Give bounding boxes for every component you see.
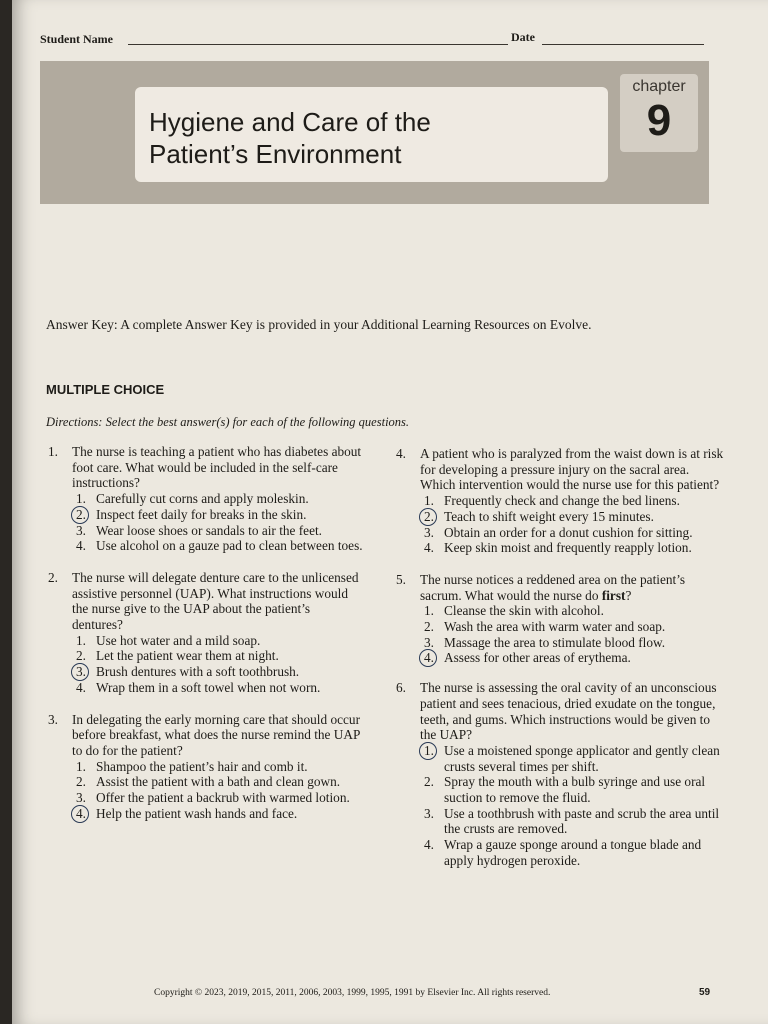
answer-option-circled [48, 664, 364, 680]
answer-options [396, 743, 724, 869]
chapter-title-line-2: Patient’s Environment [149, 139, 402, 169]
chapter-number: 9 [646, 96, 672, 145]
option-text: Wash the area with warm water and soap. [444, 619, 666, 635]
option-text: Wrap a gauze sponge around a tongue blade and apply hydrogen peroxide. [444, 837, 702, 868]
answer-options [48, 491, 364, 554]
question-number: 3. [48, 711, 58, 727]
answer-option-circled [396, 509, 724, 525]
answer-option-circled [48, 507, 364, 523]
date-line [542, 44, 704, 45]
answer-option [396, 635, 724, 651]
question-6 [396, 680, 724, 868]
option-text: Use a toothbrush with paste and scrub the area until the crusts are removed. [444, 805, 720, 837]
option-number: 3. [76, 790, 86, 806]
answer-option [48, 538, 364, 554]
answer-key-note: Answer Key: A complete Answer Key is provided in your Additional Learning Resources on Evolve. [46, 317, 592, 332]
option-text: Keep skin moist and frequently reapply lotion. [444, 540, 692, 556]
question-text [420, 572, 724, 603]
question-text: The nurse is assessing the oral cavity of an unconscious patient and sees tenacious, dried exudate on the tongue, teeth, and gums. Which instructions would be given to the UAP? [420, 680, 717, 743]
question-number: 2. [48, 569, 58, 585]
directions: Directions: Select the best answer(s) for each of the following questions. [46, 415, 410, 429]
option-number: 3. [424, 805, 434, 821]
answer-option [48, 759, 364, 775]
option-number: 4. [76, 538, 86, 554]
option-text: Teach to shift weight every 15 minutes. [444, 508, 654, 524]
student-name-label: Student Name [40, 32, 114, 46]
right-column [396, 446, 724, 869]
option-text: Cleanse the skin with alcohol. [444, 603, 604, 619]
option-text: Wrap them in a soft towel when not worn. [96, 679, 321, 695]
option-number: 2. [424, 508, 434, 524]
answer-option [396, 619, 724, 635]
option-number: 2. [424, 774, 434, 790]
option-number: 4. [424, 650, 434, 666]
option-text: Massage the area to stimulate blood flow. [444, 634, 666, 650]
answer-option [396, 806, 724, 837]
date-label: Date [511, 30, 535, 44]
answer-option [48, 648, 364, 664]
question-text: A patient who is paralyzed from the waist down is at risk for developing a pressure injury on the sacral area. Which intervention would the nurse use for this patient? [420, 446, 724, 493]
option-text: Use alcohol on a gauze pad to clean between toes. [96, 538, 363, 554]
answer-option-circled [396, 650, 724, 666]
answer-option-circled [48, 806, 364, 822]
option-text: Shampoo the patient’s hair and comb it. [96, 758, 308, 774]
option-number: 4. [76, 805, 86, 821]
question-3 [48, 712, 364, 822]
answer-options [48, 633, 364, 696]
chapter-number-box [620, 74, 698, 152]
option-number: 1. [424, 603, 434, 619]
answer-option [396, 837, 724, 868]
answer-option [396, 774, 724, 805]
answer-option [396, 603, 724, 619]
option-text: Inspect feet daily for breaks in the skin. [96, 506, 307, 522]
section-title: MULTIPLE CHOICE [46, 382, 165, 397]
option-number: 2. [76, 506, 86, 522]
question-text: The nurse is teaching a patient who has diabetes about foot care. What would be included in the self-care instructions? [72, 444, 362, 491]
question-number: 5. [396, 571, 406, 587]
answer-option [396, 525, 724, 541]
option-number: 1. [424, 742, 434, 758]
option-number: 1. [424, 493, 434, 509]
question-number: 1. [48, 444, 58, 459]
question-5 [396, 572, 724, 666]
option-text: Use hot water and a mild soap. [96, 632, 261, 648]
question-number: 4. [396, 446, 406, 461]
option-number: 3. [76, 664, 86, 680]
student-name-line [128, 44, 508, 45]
option-number: 3. [76, 522, 86, 538]
chapter-title-line-1: Hygiene and Care of the [149, 107, 431, 137]
option-number: 4. [76, 679, 86, 695]
answer-option [396, 493, 724, 509]
option-number: 1. [76, 491, 86, 507]
left-column [48, 444, 364, 821]
answer-options [396, 603, 724, 666]
option-number: 2. [76, 648, 86, 664]
chapter-banner [40, 61, 709, 204]
option-number: 3. [424, 524, 434, 540]
option-text: Carefully cut corns and apply moleskin. [96, 491, 309, 507]
answer-option [48, 633, 364, 649]
answer-option [48, 523, 364, 539]
option-number: 4. [424, 540, 434, 556]
answer-option-circled [396, 743, 724, 774]
option-text: Assist the patient with a bath and clean gown. [96, 774, 341, 790]
option-text: Spray the mouth with a bulb syringe and use oral suction to remove the fluid. [444, 774, 706, 806]
option-number: 4. [424, 837, 434, 853]
option-number: 1. [76, 758, 86, 774]
option-text: Help the patient wash hands and face. [96, 805, 298, 821]
option-number: 2. [76, 774, 86, 790]
question-1 [48, 444, 364, 554]
chapter-word: chapter [632, 78, 686, 95]
option-text: Wear loose shoes or sandals to air the feet. [96, 522, 323, 538]
question-text-part: ? [625, 587, 632, 603]
option-number: 1. [76, 632, 86, 648]
option-text: Brush dentures with a soft toothbrush. [96, 664, 300, 680]
answer-options [48, 759, 364, 822]
workbook-page [12, 0, 768, 1024]
question-4 [396, 446, 724, 556]
option-text: Frequently check and change the bed linens. [444, 493, 680, 509]
option-text: Use a moistened sponge applicator and gently clean crusts several times per shift. [444, 742, 720, 774]
option-number: 3. [424, 634, 434, 650]
option-text: Let the patient wear them at night. [96, 648, 279, 664]
answer-option [48, 790, 364, 806]
answer-option [48, 491, 364, 507]
answer-option [48, 680, 364, 696]
question-2 [48, 570, 364, 696]
option-text: Obtain an order for a donut cushion for sitting. [444, 524, 693, 540]
question-text-part: The nurse notices a reddened area on the patient’s sacrum. What would the nurse do [420, 571, 686, 603]
copyright-footer: Copyright © 2023, 2019, 2015, 2011, 2006, 2003, 1999, 1995, 1991 by Elsevier Inc. All rights reserved. [154, 988, 551, 998]
chapter-title-box [135, 87, 608, 182]
question-text: The nurse will delegate denture care to the unlicensed assistive personnel (UAP). What instructions would the nurse give to the UAP about the patient’s dentures? [72, 569, 359, 633]
answer-option [396, 540, 724, 556]
page-number: 59 [699, 987, 711, 998]
answer-option [48, 774, 364, 790]
option-text: Assess for other areas of erythema. [444, 650, 631, 666]
question-text: In delegating the early morning care that should occur before breakfast, what does the nurse remind the UAP to do for the patient? [72, 711, 360, 758]
option-number: 2. [424, 619, 434, 635]
question-number: 6. [396, 680, 406, 696]
option-text: Offer the patient a backrub with warmed lotion. [96, 790, 350, 806]
answer-options [396, 493, 724, 556]
question-text-emphasis: first [601, 587, 626, 603]
